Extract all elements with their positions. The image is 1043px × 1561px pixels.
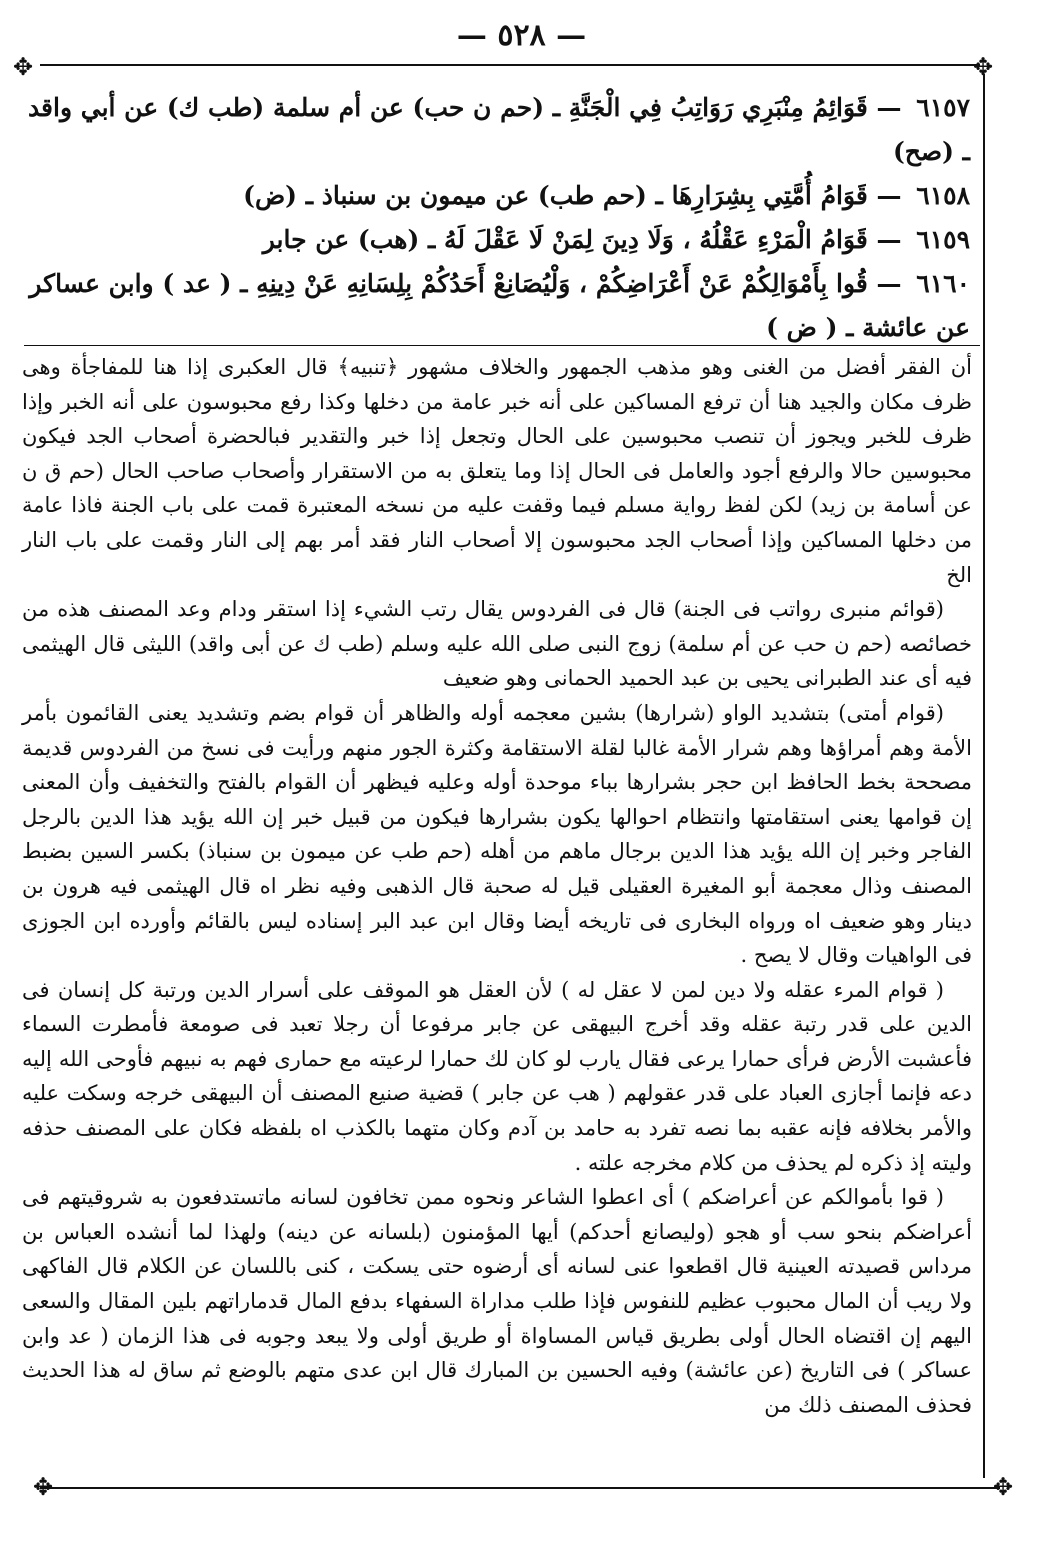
ornamental-flower-icon: ✥ — [972, 53, 994, 81]
commentary-section — [22, 350, 972, 1422]
ornamental-flower-icon: ✥ — [12, 53, 34, 81]
hadith-text: — قَوَامُ أُمَّتِي بِشِرَارِهَا ـ (حم طب) عن ميمون بن سنباذ ـ (ض) — [243, 181, 902, 210]
hadith-entry — [24, 218, 970, 262]
hadith-entry — [24, 174, 970, 218]
frame-top-rule — [40, 64, 980, 66]
commentary-paragraph: (قوام أمتى) بتشديد الواو (شرارها) بشين معجمه أوله والظاهر أن قوام بضم وتشديد يعنى القائمون بأمر الأمة وهم أمراؤها وهم شرار الأمة غالبا لقلة الاستقامة وكثرة الجور منهم ورأيت فى نسخ من الفردوس قديمة مصححة بخط الحافظ ابن حجر بشرارها بباء موحدة أوله وعليه فيظهر أن القوام بالفتح والتخفيف وأن المعنى إن قوامها يعنى استقامتها وانتظام احوالها يكون بشرارها فيكون من قبيل خبر إن الله يؤيد هذا الدين بالرجل الفاجر وخبر إن الله يؤيد هذا الدين برجال ماهم من أهله (حم طب عن ميمون بن سنباذ) بكسر السين بضبط المصنف وذال معجمة أبو المغيرة العقيلى قيل له صحبة قال الذهبى وفيه نظر اه قال الهيثمى فيه هرون بن دينار وهو ضعيف اه ورواه البخارى فى تاريخه أيضا وقال ابن عبد البر إسناده ليس بالقائم وأورده ابن الجوزى فى الواهيات وقال لا يصح . — [22, 700, 972, 968]
ornamental-flower-icon: ✥ — [32, 1473, 54, 1501]
section-separator — [24, 345, 980, 346]
commentary-paragraph: (قوائم منبرى رواتب فى الجنة) قال فى الفردوس يقال رتب الشيء إذا استقر ودام وعد المصنف هذه من خصائصه (حم ن حب عن أم سلمة) زوج النبى صلى الله عليه وسلم (طب ك عن أبى واقد) الليثى قال الهيثمى فيه أى عند الطبرانى يحيى بن عبد الحميد الحمانى وهو ضعيف — [22, 597, 972, 691]
hadith-text: — قُوا بِأَمْوَالِكُمْ عَنْ أَعْرَاضِكُمْ ، وَلْيُصَانِعْ أَحَدُكُمْ بِلِسَانِهِ عَنْ دِينِهِ ـ ( عد ) وابن عساكر عن عائشة ـ ( ض ) — [29, 269, 970, 342]
hadith-number: ٦١٦٠ — [916, 269, 970, 298]
hadith-text: — قَوَائِمُ مِنْبَرِي رَوَاتِبُ فِي الْجَنَّةِ ـ (حم ن حب) عن أم سلمة (طب ك) عن أبي واقد ـ (صح) — [27, 93, 970, 166]
hadith-text-section — [24, 86, 970, 350]
page-number: — ٥٢٨ — — [456, 18, 587, 53]
frame-right-rule — [983, 74, 985, 1478]
hadith-number: ٦١٥٧ — [916, 93, 970, 122]
commentary-paragraph: أن الفقر أفضل من الغنى وهو مذهب الجمهور والخلاف مشهور ﴿تنبيه﴾ قال العكبرى إذا هنا للمفاجأة وهى ظرف مكان والجيد هنا أن ترفع المساكين على أنه خبر عامة من دخلها وكذا رفع محبوسون على أنه الخبر وإذا ظرف للخبر ويجوز أن تنصب محبوسين على الحال وتجعل إذا خبر والتقدير فبالحضرة أصحاب الجد فيكون محبوسين حالا والرفع أجود والعامل فى الحال إذا وما يتعلق به من الاستقرار وأصحاب صاحب الحال (حم ق ن عن أسامة بن زيد) لكن لفظ رواية مسلم فيما وقفت عليه من نسخه المعتبرة قمت على باب الجنة فاذا عامة من دخلها المساكين وإذا أصحاب الجد محبوسون إلا أصحاب النار فقد أمر بهم إلى النار وقمت على باب النار الخ — [22, 355, 972, 587]
hadith-entry — [24, 262, 970, 350]
hadith-number: ٦١٥٨ — [916, 181, 970, 210]
commentary-paragraph: ( قوا بأموالكم عن أعراضكم ) أى اعطوا الشاعر ونحوه ممن تخافون لسانه ماتستدفعون به شروقيتهم فى أعراضكم بنحو سب أو هجو (وليصانع أحدكم) أيها المؤمنون (بلسانه عن دينه) ولهذا لما أنشده العباس بن مرداس قصيدته العينية قال اقطعوا عنى لسانه أى أرضوه حتى يسكت ، كنى باللسان عن الكلام قال الفاكهى ولا ريب أن المال محبوب عظيم للنفوس فإذا طلب مداراة السفهاء بدفع المال قدماراتهم بلين المقال والسعى اليهم إن اقتضاه الحال أولى بطريق قياس المساواة أو طريق أولى ولا يبعد وجوبه فى هذا الزمان ( عد وابن عساكر ) فى التاريخ (عن عائشة) وفيه الحسين بن المبارك قال ابن عدى متهم بالوضع ثم ساق له هذا الحديث فحذف المصنف ذلك من — [22, 1185, 972, 1417]
hadith-entry — [24, 86, 970, 174]
frame-bottom-rule — [40, 1487, 1000, 1489]
hadith-text: — قَوَامُ الْمَرْءِ عَقْلُهُ ، وَلَا دِينَ لِمَنْ لَا عَقْلَ لَهُ ـ (هب) عن جابر — [262, 225, 902, 254]
hadith-number: ٦١٥٩ — [916, 225, 970, 254]
ornamental-flower-icon: ✥ — [992, 1473, 1014, 1501]
commentary-paragraph: ( قوام المرء عقله ولا دين لمن لا عقل له ) لأن العقل هو الموقف على أسرار الدين ورتبة كل إنسان فى الدين على قدر رتبة عقله وقد أخرج البيهقى عن جابر مرفوعا أن رجلا تعبد فى صومعة فأمطرت السماء فأعشبت الأرض فرأى حمارا يرعى فقال يارب لو كان لك حمارا لرعيته مع حمارى فهم به نبيهم فأوحى الله إليه دعه فإنما أجازى العباد على قدر عقولهم ( هب عن جابر ) قضية صنيع المصنف أن البيهقى خرجه وسكت عليه والأمر بخلافه فإنه عقبه بما نصه تفرد به حامد بن آدم وكان متهما بالكذب اه بلفظه فكان على المصنف حذفه وليته إذ ذكره لم يحذف من كلام مخرجه علته . — [22, 977, 972, 1175]
